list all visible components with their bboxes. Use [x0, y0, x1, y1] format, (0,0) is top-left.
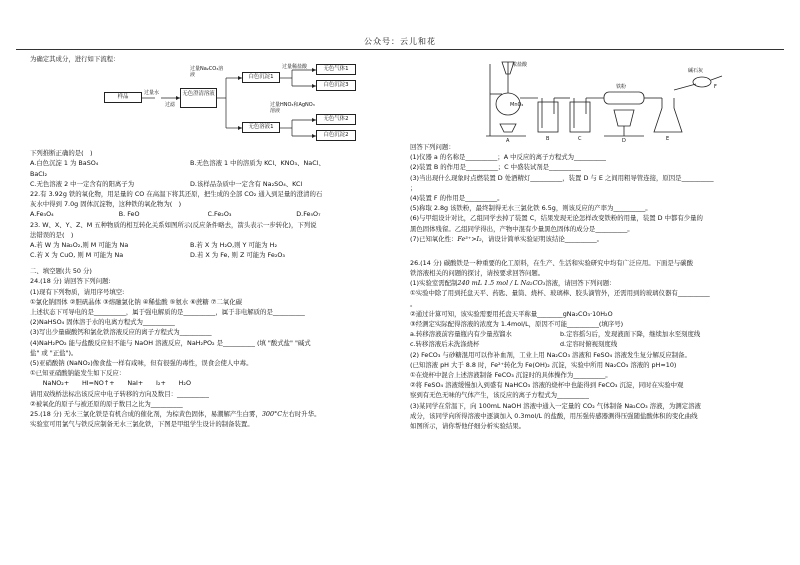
- q25-part4: (4)装置 F 的作用是__________。: [410, 193, 504, 202]
- q22-line2: 灰水中得到 7.0g 固体沉淀物，这种铁的氧化物为( ): [30, 200, 182, 209]
- q24-part1-blanks: 上述状态下可导电的是__________，属于强电解质的是__________，属于非电解质的是__________: [30, 308, 305, 316]
- white-ppt2-box: 白色沉淀2: [316, 130, 356, 141]
- q25-part6: (6)与甲组设计对比，乙组同学去掉了装置 C，结果发现无论怎样改变铁粉的用量，装置 D 中都有少量的: [410, 214, 703, 223]
- apparatus-diagram: [486, 54, 726, 142]
- q25-line2: 实验室可用氯气与铁反应制备无水三氯化铁，下图是甲组学生设计的制备装置。: [30, 420, 254, 429]
- q22-option-c: C.Fe₂O₃: [207, 210, 232, 219]
- right-column: [410, 54, 778, 431]
- q24-items: ①氯化钠固体 ②胆矾晶体 ③熔融氯化钠 ④稀盐酸 ⑤氨水 ⑥蔗糖 ⑦二氧化碳: [30, 297, 243, 306]
- label-c: C: [578, 136, 582, 142]
- q26-part3: (3)某同学在常温下，向 100mL NaOH 溶液中通入一定量的 CO₂ 气体制备 Na₂CO₃ 溶液，为测定溶液: [410, 401, 701, 410]
- dilute-hcl-label: 过量稀盐酸: [282, 64, 308, 71]
- q26-line2: 铁溶液相关的问题的探讨，请按要求回答问题。: [410, 269, 545, 278]
- q25-part7-tail: ，请设计简单实验证明该结论__________。: [481, 234, 604, 243]
- q24-equation: NaNO₂+ HI=NO↑+ NaI+ I₂+ H₂O: [30, 379, 192, 388]
- q23-line1: 23. W、X、Y、Z、M 五种物质的相互转化关系如图所示(反应条件略去，箭头表示一步转化)，下列说: [30, 220, 317, 229]
- q26-line1: 26.(14 分) 碳酸铁是一种重要的化工原料，在生产、生活和实验研究中均有广泛应用。下面是与碳酸: [410, 258, 693, 267]
- q21-option-a: A.白色沉淀 1 为 BaSO₄: [30, 159, 99, 168]
- q23-row-cd: [30, 250, 385, 260]
- intro-text: 为确定其成分，进行如下流程：: [30, 55, 120, 63]
- q26-part3-end: 如图所示，请你帮他仔细分析实验结果。: [410, 421, 526, 430]
- q26-options-cd: [410, 339, 778, 349]
- label-a: A: [506, 138, 510, 142]
- q25-line1: [30, 409, 385, 419]
- q24-part5: (5)亚硝酸钠 (NaNO₂)像食盐一样有咸味，但有很强的毒性，误食会使人中毒。: [30, 358, 253, 367]
- q25-part7-text: (7)已知氧化性：: [410, 234, 458, 243]
- q24-part3: (3)写出少量碳酸钙和氯化铁溶液反应的离子方程式为__________: [30, 328, 212, 337]
- white-ppt3-box: 白色沉淀3: [316, 80, 356, 91]
- add-water-label: 过量水: [144, 90, 160, 97]
- q26-part2-note: (已知溶液 pH 大于 8.8 时，Fe²⁺转化为 Fe(OH)₂ 沉淀，实验中所用 Na₂CO₃ 溶液的 pH≈10): [410, 360, 677, 369]
- q24-part5a: ①已知亚硝酸钠能发生如下反应：: [30, 369, 126, 378]
- q22-option-b: B. FeO: [118, 210, 140, 219]
- sodalime-label: 碱石灰: [688, 68, 704, 74]
- white-ppt1-box: 白色沉淀1: [242, 72, 280, 83]
- sample-box: 样品: [104, 92, 142, 103]
- colorless-gas-box: 无色气体1: [316, 64, 356, 75]
- conc-hcl-label: 浓盐酸: [512, 62, 528, 68]
- q21-option-d: D.该样品杂质中一定含有 Na₂SO₄、KCl: [190, 179, 303, 188]
- q26-part1-tail: 溶液，请回答下列问题：: [545, 279, 616, 288]
- q25-part1: (1)仪器 a 的名称是__________；A 中反应的离子方程式为__________: [410, 153, 606, 162]
- q25-prompt: 回答下列问题：: [410, 143, 455, 151]
- q23-option-d: D.若 X 为 Fe, 则 Z 可能为 Fe₂O₃: [190, 251, 285, 260]
- filter-label: 过滤: [165, 102, 176, 109]
- q25-part5: (5)称取 2.8g 该铁粉，最终制得无水三氯化铁 6.5g，则该反应的产率为__________。: [410, 204, 652, 213]
- solution1-box: 无色溶液1: [242, 122, 280, 133]
- q23-row-ab: [30, 240, 385, 250]
- q24-title: 24.(18 分) 请回答下列问题:: [30, 277, 111, 286]
- q24-part5c: ②被氧化的原子与被还原的原子数目之比为__________: [30, 399, 183, 408]
- q25-line1-text: 25.(18 分) 无水三氯化铁是有机合成的催化剂，为棕黄色固体，易潮解产生白雾，: [30, 409, 262, 418]
- section2-title: 二、填空题(共 50 分): [30, 267, 92, 276]
- q25-part2: (2)装置 B 的作用是__________；C 中盛装试剂是__________: [410, 163, 581, 172]
- q25-part3-cont: ；: [410, 183, 417, 192]
- left-column: [30, 54, 385, 429]
- q26-part1: [410, 278, 778, 288]
- q26-part2e: 察到有无色无味的气体产生，该反应的离子方程式为__________: [410, 391, 589, 400]
- q25-oxidation: Fe³⁺>I₂: [457, 234, 482, 243]
- q21-row-cd: [30, 179, 385, 189]
- na2co3-label: 过量Na₂CO₃溶液: [190, 66, 224, 79]
- q21-stem: 下列推断正确的是( ): [30, 149, 93, 158]
- q25-temperature: 300°C: [261, 409, 283, 418]
- apparatus-drawing: [486, 54, 726, 142]
- q26-part2d: ②将 FeSO₄ 溶液缓慢加入到盛有 NaHCO₃ 溶液的烧杯中也能得到 FeCO₃ 沉淀，同时在实验中观: [410, 381, 684, 390]
- colorless-solution-box: 无色澄清溶液: [180, 88, 217, 108]
- q24-part1: (1)现有下列物质，请用序号填空:: [30, 287, 125, 296]
- q26-part2: (2) FeCO₃ 与砂糖混用可以作补血剂，工业上用 Na₂CO₃ 溶液和 FeSO₄ 溶液发生复分解反应制备。: [410, 350, 691, 359]
- q25-part3: (3)当出现什么现象时点燃装置 D 处酒精灯__________，装置 D 与 E 之间用粗导管连接，原因是__________: [410, 173, 714, 182]
- q26-part1c: ③经测定实际配得溶液的浓度为 1.4mol/L，原因不可能__________(填序号): [410, 320, 624, 328]
- q26-concentration: 240 mL 1.5 mol / L Na₂CO₃: [457, 279, 546, 288]
- iron-label: 铁粉: [616, 84, 627, 90]
- q24-part2: (2)NaHSO₄ 固体溶于水的电离方程式为__________: [30, 318, 175, 327]
- gas2-box: 无色气体2: [316, 114, 356, 125]
- label-f: F: [714, 84, 717, 90]
- hno3-label: 过量HNO₃和AgNO₃溶液: [270, 102, 315, 115]
- q22-option-d: D.Fe₅O₇: [296, 210, 321, 219]
- q26-part1a: ①实验中除了用到托盘天平、药匙、量筒、烧杯、玻璃棒、胶头滴管外，还需用到的玻璃仪器有__________: [410, 289, 710, 298]
- q26-option-c: c.转移溶液后未洗涤烧杯: [410, 340, 480, 349]
- q24-part4-cont: 盐" 或 "正盐")。: [30, 348, 78, 357]
- q26-option-b: b.定容摇匀后，发现液面下降，继续加水至刻度线: [560, 330, 701, 339]
- label-e: E: [666, 136, 670, 142]
- q23-option-c: C.若 X 为 CuO, 则 M 可能为 Na: [30, 251, 124, 260]
- q26-option-d: d.定容时俯视刻度线: [560, 340, 618, 349]
- q26-part2c: ①在烧杯中混合上述溶液制备 FeCO₃ 沉淀时的具体操作为__________。: [410, 370, 612, 379]
- q26-options-ab: [410, 329, 778, 339]
- q21-option-b: B.无色溶液 1 中的溶质为 KCl、KNO₃、NaCl、: [190, 159, 325, 168]
- label-b: B: [546, 136, 550, 142]
- q26-part1a-cont: 。: [410, 299, 417, 308]
- q26-part1-text: (1)实验室需配制: [410, 279, 458, 288]
- q26-option-a: a.转移溶液前容量瓶内有少量蒸馏水: [410, 330, 512, 339]
- flow-diagram: [30, 64, 385, 148]
- q26-part3-cont: 成分，该同学向所得溶液中逐滴加入 0.3mol/L 的盐酸，用压强传感器测得压强随盐酸体积的变化曲线: [410, 411, 698, 420]
- q25-part6-cont: 黑色固体残留。乙组同学得出，产物中混有少量黑色固体的成分是__________。: [410, 224, 634, 233]
- q23-option-a: A.若 W 为 Na₂O₂,则 M 可能为 Na: [30, 240, 129, 249]
- q21-option-c: C.无色溶液 2 中一定含有的阳离子为: [30, 179, 135, 188]
- q22-option-a: A.Fe₃O₄: [30, 210, 54, 219]
- label-d: D: [622, 138, 626, 142]
- q23-option-b: B.若 X 为 H₂O,则 Y 可能为 H₂: [190, 240, 278, 249]
- q23-line2: 法错误的是( ): [30, 230, 74, 239]
- q22-options: [30, 209, 385, 219]
- q21-option-b-cont: BaCl₂: [30, 169, 48, 178]
- q25-line1-tail: 左右时升华。: [282, 409, 321, 418]
- header-text: 公众号：云儿和花: [364, 37, 436, 46]
- q22-line1: 22.有 3.92g 铁的氧化物，用足量的 CO 在高温下将其还原，把生成的全部 CO₂ 通入到足量的澄清的石: [30, 189, 323, 198]
- page-header: [16, 36, 784, 50]
- q24-part4: (4)NaH₂PO₂ 能与盐酸反应但不能与 NaOH 溶液反应，NaH₂PO₂ 是__________ (填 "酸式盐" "碱式: [30, 338, 311, 347]
- q25-part7: [410, 234, 778, 244]
- q24-part5b: 请用双线桥法标出该反应中电子转移的方向及数目：__________: [30, 389, 209, 398]
- q21-row-ab: [30, 158, 385, 168]
- q26-part1b: ②通过计算可知，该实验需要用托盘天平称量________gNa₂CO₃·10H₂O: [410, 309, 613, 318]
- mno2-label: MnO₂: [510, 102, 524, 108]
